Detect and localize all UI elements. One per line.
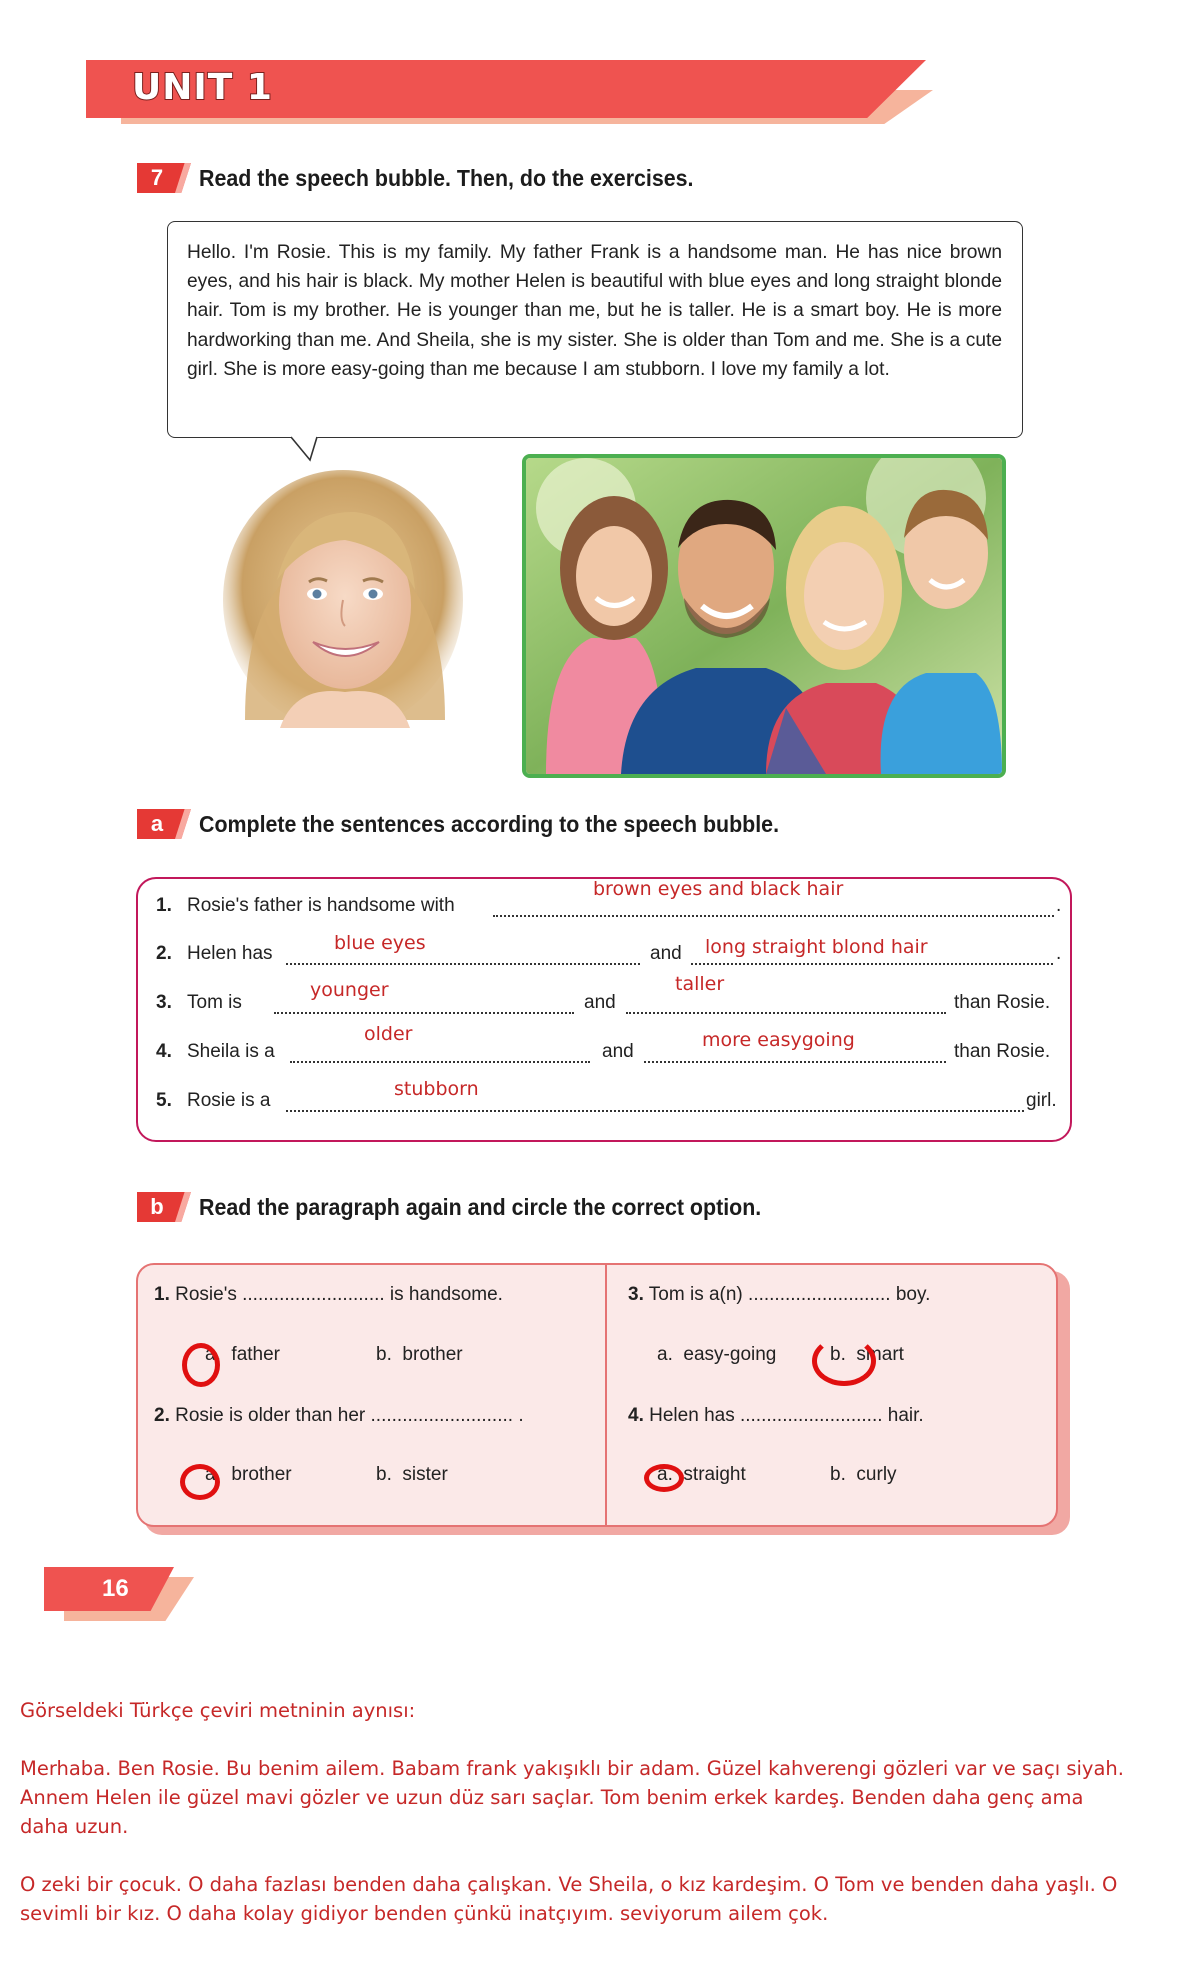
- girl-portrait-photo: [205, 470, 480, 728]
- answer-circle-2: [180, 1464, 220, 1500]
- section-b-heading: [137, 1189, 804, 1225]
- page-number: 16: [102, 1575, 129, 1602]
- unit-title: UNIT 1: [132, 67, 273, 108]
- translation-block: [20, 1696, 1130, 1957]
- exercise-a-row-2: 2. Helen has and .: [156, 943, 1062, 964]
- section-a-heading: [137, 806, 823, 842]
- question-1: 1. Rosie's ........................... is handsome.: [154, 1284, 503, 1305]
- exercise-a-row-4: 4. Sheila is a and than Rosie.: [156, 1041, 1051, 1062]
- exercise-a-row-3: 3. Tom is and than Rosie.: [156, 992, 1051, 1013]
- answer-2b: long straight blond hair: [705, 936, 928, 958]
- question-4-option-a[interactable]: a. straight: [657, 1464, 746, 1485]
- section-b-title: Read the paragraph again and circle the correct option.: [199, 1193, 762, 1220]
- exercise-b-divider: [605, 1265, 607, 1525]
- translation-paragraph-2: O zeki bir çocuk. O daha fazlası benden daha çalışkan. Ve Sheila, o kız kardeşim. O Tom ve benden daha yaşlı. O sevimli bir kız. O daha kolay gidiyor benden çünkü inatçıyım. seviyorum ailem çok.: [20, 1873, 1118, 1925]
- answer-3b: taller: [675, 973, 725, 995]
- question-2: 2. Rosie is older than her ........................... .: [154, 1405, 524, 1426]
- section-a-badge: a: [137, 809, 191, 839]
- translation-intro: Görseldeki Türkçe çeviri metninin aynısı:: [20, 1699, 416, 1722]
- exercise-a-row-1: 1. Rosie's father is handsome with .: [156, 895, 1062, 916]
- answer-circle-1: [182, 1343, 220, 1387]
- speech-bubble: [167, 221, 1023, 438]
- question-2-option-b[interactable]: b. sister: [376, 1464, 448, 1485]
- question-3-option-a[interactable]: a. easy-going: [657, 1344, 777, 1365]
- section-7-title: Read the speech bubble. Then, do the exercises.: [199, 164, 694, 191]
- question-3: 3. Tom is a(n) ........................... boy.: [628, 1284, 931, 1305]
- question-1-option-a[interactable]: a. father: [205, 1344, 281, 1365]
- section-a-title: Complete the sentences according to the speech bubble.: [199, 810, 780, 837]
- answer-4a: older: [364, 1023, 413, 1045]
- question-4-option-b[interactable]: b. curly: [830, 1464, 897, 1485]
- translation-paragraph-1: Merhaba. Ben Rosie. Bu benim ailem. Babam frank yakışıklı bir adam. Güzel kahverengi gözleri var ve saçı siyah. Annem Helen ile güzel mavi gözler ve uzun düz sarı saçlar. Tom benim erkek kardeş. Benden daha genç ama daha uzun.: [20, 1757, 1124, 1838]
- question-4: 4. Helen has ........................... hair.: [628, 1405, 924, 1426]
- section-7-heading: [137, 160, 731, 196]
- page-number-badge: [44, 1567, 194, 1625]
- answer-1: brown eyes and black hair: [593, 878, 844, 900]
- question-2-option-a[interactable]: a. brother: [205, 1464, 292, 1485]
- section-7-badge: 7: [137, 163, 191, 193]
- question-3-option-b[interactable]: b. smart: [830, 1344, 904, 1365]
- speech-bubble-tail: [290, 436, 318, 462]
- section-b-badge: b: [137, 1192, 191, 1222]
- answer-4b: more easygoing: [702, 1029, 855, 1051]
- answer-circle-3: [812, 1336, 876, 1386]
- answer-5: stubborn: [394, 1078, 479, 1100]
- question-1-option-b[interactable]: b. brother: [376, 1344, 463, 1365]
- answer-3a: younger: [310, 979, 389, 1001]
- family-photo: [522, 454, 1006, 778]
- speech-bubble-text: Hello. I'm Rosie. This is my family. My father Frank is a handsome man. He has nice brown eyes, and his hair is black. My mother Helen is beautiful with blue eyes and long straight blonde hair. Tom is my brother. He is younger than me, but he is taller. He is a smart boy. He is more hardworking than me. And Sheila, she is my sister. She is older than Tom and me. She is a cute girl. She is more easy-going than me because I am stubborn. I love my family a lot.: [187, 242, 1002, 380]
- exercise-a-row-5: 5. Rosie is a girl.: [156, 1090, 1057, 1111]
- unit-banner: [86, 60, 936, 130]
- answer-circle-4: [644, 1464, 684, 1492]
- answer-2a: blue eyes: [334, 932, 426, 954]
